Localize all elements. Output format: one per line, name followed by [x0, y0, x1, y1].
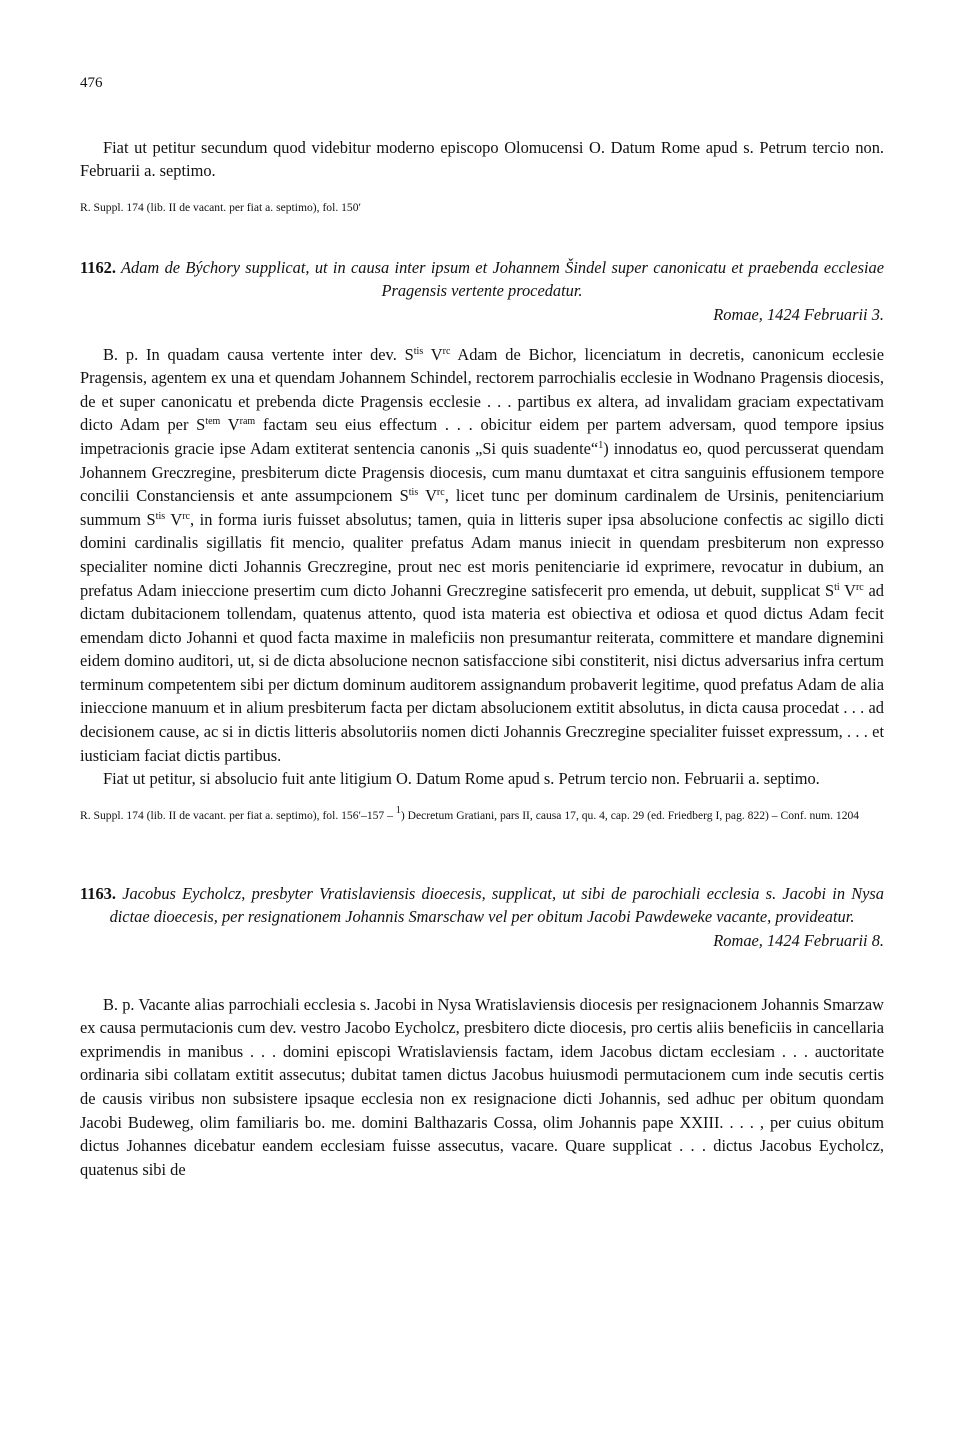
entry-title: Jacobus Eycholcz, presbyter Vratislaviensis dioecesis, supplicat, ut sibi de parochiali ecclesia s. Jacobi in Nysa dictae dioecesis, per resignationem Johannis Smarschaw vel per obitum Jacobi Pawdeweke vacante, provideatur.: [109, 883, 884, 927]
continuation-source-note: R. Suppl. 174 (lib. II de vacant. per fiat a. septimo), fol. 150′: [80, 200, 362, 214]
entry-title: Adam de Býchory supplicat, ut in causa inter ipsum et Johannem Šindel super canonicatu et praebenda ecclesiae Pragensis vertente procedatur.: [121, 257, 884, 301]
spacer: [80, 216, 884, 256]
spacer: [80, 953, 884, 993]
entry-number: 1162.: [80, 257, 116, 277]
entry-1162: [80, 256, 884, 824]
entry-body-paragraph: B. p. Vacante alias parrochiali ecclesia s. Jacobi in Nysa Wratislaviensis diocesis per resignacionem Johannis Smarzaw ex causa permutacionis cum dev. vestro Jacobo Eycholcz, presbitero dicte diocesis, pro certis aliis beneficiis in cancellaria exprimendis in manibus . . . domini episcopi Wratislaviensis factam, idem Jacobus dictam ecclesiam . . . auctoritate ordinaria sibi collatam extitit assecutus; dubitat tamen dictus Jacobus huiusmodi permutacionem cum inde secutis certis de causis viribus non subsistere ipsaque ecclesia non ex resignacione dicti Johannis, sed adhuc per obitum quondam Jacobi Budeweg, olim familiaris bo. me. domini Balthazaris Cossa, olim Johannis pape XXIII. . . . , per cuius obitum dictus Johannes dicebatur eandem ecclesiam fuisse assecutus, vacare. Quare supplicat . . . dictus Jacobus Eycholcz, quatenus sibi de: [80, 994, 884, 1179]
entry-date: Romae, 1424 Februarii 3.: [713, 304, 884, 324]
entry-number: 1163.: [80, 883, 116, 903]
entry-heading: [80, 256, 884, 303]
spacer: [80, 183, 884, 199]
document-page: [80, 72, 884, 1181]
spacer: [80, 791, 884, 807]
entry-decision-paragraph: Fiat ut petitur, si absolucio fuit ante litigium O. Datum Rome apud s. Petrum tercio non. Februarii a. septimo.: [103, 769, 820, 789]
entry-1163: [80, 882, 884, 1182]
entry-source-note: R. Suppl. 174 (lib. II de vacant. per fiat a. septimo), fol. 156′–157 – $^1$) Decretum Gratiani, pars II, causa 17, qu. 4, cap. 29 (ed. Friedberg I, pag. 822) – Conf. num. 1204: [80, 804, 860, 822]
spacer: [80, 824, 884, 882]
entry-body-paragraph: B. p. In quadam causa vertente inter dev. $S^{tis}$ $V^{rc}$ Adam de Bichor, licenciatum in decretis, canonicum ecclesie Pragensis, agentem ex una et quendam Johannem Schindel, rectorem parrochialis ecclesie in Wodnano Pragensis diocesis, de et super canonicatu et prebenda dicte Pragensis ecclesie . . . partibus ex altera, ad invalidam graciam expectativam dicto Adam per $S^{tem}$ $V^{ram}$ factam seu eius effectum . . . obicitur eidem per partem adversam, quod tempore ipsius impetracionis gracie ipse Adam extiterat sentencia canonis „Si quis suadente“$^1$) innodatus eo, quod percusserat quendam Johannem Greczregine, presbiterum dicte Pragensis diocesis, cum manu dumtaxat et citra sanguinis effusionem tempore concilii Constanciensis et ante assumpcionem $S^{tis}$ $V^{rc}$, licet tunc per dominum cardinalem de Ursinis, penitenciarium summum $S^{tis}$ $V^{rc}$, in forma iuris fuisset absolutus; tamen, quia in litteris super ipsa absolucione confectis ac sigillo dicti domini cardinalis sigillatis fit mencio, qualiter prefatus Adam manus iniecit in quendam presbiterum non expresso specialiter nomine dicti Johannis Greczregine, prout nec est moris penitenciarie id exprimere, revocatur in dubium, an prefatus Adam inieccione presertim cum dicto Johanni Greczregine satisfecerit pro emenda, ut debuit, supplicat $S^{ti}$ $V^{rc}$ ad dictam dubitacionem tollendam, quatenus attento, quod ista materia est obiectiva et odiosa et quod dictus Adam fecit emendam dicto Johanni et quod facta maxime in maleficiis non presumantur reiterata, committere et mandare dignemini eidem domino auditori, ut, si de dicta absolucione necnon satisfaccione sibi constiterit, nisi dictus adversarius infra certum terminum competentem sibi per dictum dominum auditorem assignandum probaverit legitime, quod prefatus Adam de alia inieccione manuum et in alium presbiterum facta per dictam absolucionem extitit absolutus, in dicta causa procedat . . . ad decisionem cause, ac si in dictis litteris absolutoriis nomen dicti Johannis Greczregine specialiter fuisset expressum, . . . et iusticiam faciat dictis partibus.: [80, 344, 885, 765]
entry-heading: [80, 882, 884, 929]
page-number: 476: [80, 75, 103, 91]
spacer: [80, 327, 884, 343]
continuation-paragraph: Fiat ut petitur secundum quod videbitur moderno episcopo Olomucensi O. Datum Rome apud s. Petrum tercio non. Februarii a. septimo.: [80, 137, 884, 181]
entry-date: Romae, 1424 Februarii 8.: [713, 931, 884, 951]
